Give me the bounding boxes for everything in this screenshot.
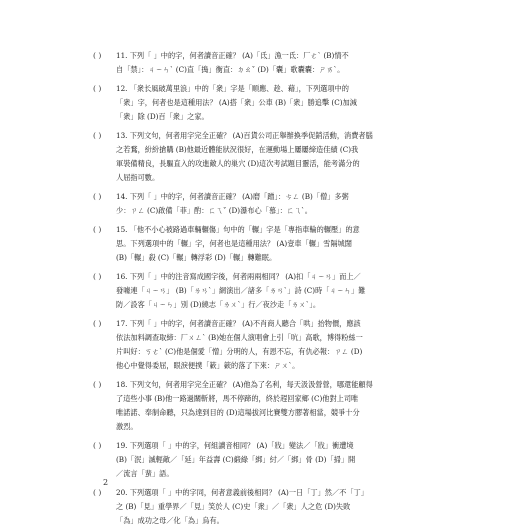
question-text-line: 11. 下列「 」中的字，何者讀音正確？ (A)「氐」漁一氐：厂ㄜˋ (B)情不 [116,51,349,60]
question-text-line: 軍裝備精良，長驅直入的攻進敵人的巢穴 (D)這次考試題目靈活，能考滿分的 [116,159,360,168]
question-text-line: 唯諾諾、奉制命聽，只為達到目的 (D)這場拔河比賽雙方膠著相當，競爭十分 [116,408,360,417]
question-text-line: 15. 「他不小心被路過車輛輾傷」句中的「輾」字是「專指車輪的輾壓」的意 [116,225,360,234]
question-text-line: (B)「泯」滅輕敵／「延」年益壽 (C)緞綠「綁」紂／「綁」骨 (D)「掃」開 [116,455,356,464]
answer-parentheses[interactable]: ( ) [93,441,102,450]
question-text-line: 防／設客「ㄐㄧㄣ」別 (D)繞志「ㄌㄨˋ」行／夜沙走「ㄌㄨˋ」。 [116,300,321,309]
answer-parentheses[interactable]: ( ) [93,192,102,201]
answer-parentheses[interactable]: ( ) [93,84,102,93]
question-text-line: ／流言「蜚」語。 [116,469,174,478]
question-text-line: 他心中覺得委屈，眼淚便撲「簌」簌的落了下來：ㄕㄨˋ。 [116,361,300,370]
answer-parentheses[interactable]: ( ) [93,51,102,60]
question-text-line: 「衆」除 (D)百「衆」之家。 [116,112,209,121]
page-number: 2 [103,478,109,487]
question-text-line: 「衆」字，何者也是這種用法？ (A)搭「衆」公車 (B)「衆」勝追擊 (C)加減 [116,98,357,107]
question-text-line: 18. 下列文句，何者用字完全正確？ (A)他為了名利，每天汲汲營營，哪還能顧得 [116,380,373,389]
question-text-line: 少：ㄗㄥ (C)啟備「菲」酌：ㄈㄟˇ (D)瀑布心「慕」：ㄈㄟˋ。 [116,206,312,215]
question-text-line: 自「禁」：ㄐㄧㄣˋ (C)直「搗」衡直：ㄉㄠˇ (D)「囊」歌囊囊：ㄕㄞˋ。 [116,65,345,74]
question-text-line: 14. 下列「 」中的字，何者讀音正確？ (A)磨「蹭」：ㄘㄥ (B)「僧」多粥 [116,192,349,201]
answer-parentheses[interactable]: ( ) [93,319,102,328]
question-text-line: 17. 下列「 」中的字，何者讀音正確？ (A)不肖商人聽合「哄」抬物價，應該 [116,319,361,328]
question-text-line: 之 (B)「見」重學界／「見」笑於人 (C)史「衆」／「衆」人之危 (D)失敗 [116,502,351,511]
question-text-line: 19. 下列選項「 」中的字，何組讀音相同？ (A)「戕」變法／「戕」衝遭境 [116,441,354,450]
question-text-line: (B)「輾」殺 (C)「輾」轉浮彩 (D)「輾」轉難眠。 [116,253,277,262]
answer-parentheses[interactable]: ( ) [93,272,102,281]
question-text-line: 了這些小事 (B)他一路過關斬將，馬不停蹄的，終於趕回家鄉 (C)他對上司唯 [116,394,359,403]
answer-parentheses[interactable]: ( ) [93,225,102,234]
question-text-line: 之若鶩，紛紛搶購 (B)他最近體能狀況很好，在運動場上屢屢締造佳績 (C)我 [116,145,359,154]
question-text-line: 16. 下列「 」中的注音寫成國字後，何者兩兩相同？ (A)扣「ㄐㄧㄢ」而上／ [116,272,361,281]
answer-parentheses[interactable]: ( ) [93,131,102,140]
question-text-line: 依法加料調查取締：厂ㄨㄥˋ (B)她在個人演唱會上引「吭」高歌，博得粉絲一 [116,333,363,342]
question-text-line: 激烈。 [116,422,138,431]
question-text-line: 發噱連「ㄐㄧㄢ」 (B)「ㄌㄢˋ」網演出／諸多「ㄌㄢˋ」詩 (C)時「ㄐㄧㄣ」難 [116,286,366,295]
question-text-line: 13. 下列文句，何者用字完全正確？ (A)百貨公司正舉辦換季促銷活動，消費者腦 [116,131,373,140]
answer-parentheses[interactable]: ( ) [93,488,102,497]
answer-parentheses[interactable]: ( ) [93,380,102,389]
question-text-line: 20. 下列選項「 」中的字同，何者意義前後相同？ (A)一日「丁」然／不「丁」 [116,488,368,497]
question-text-line: 人屈指可數。 [116,173,160,182]
question-text-line: 片叫好：ㄎㄜˋ (C)他是個愛「憎」分明的人，有恩不忘，有仇必報：ㄗㄥ (D) [116,347,363,356]
question-text-line: 12. 「衆长風破萬里浪」中的「衆」字是「順應、趁、藉」，下列選項中的 [116,84,349,93]
question-text-line: 「為」成功之母／化「為」烏有。 [116,516,224,525]
question-text-line: 思。下列選項中的「輾」字，何者也是這種用法？ (A)壹車「輾」雪隔城闊 [116,239,352,248]
